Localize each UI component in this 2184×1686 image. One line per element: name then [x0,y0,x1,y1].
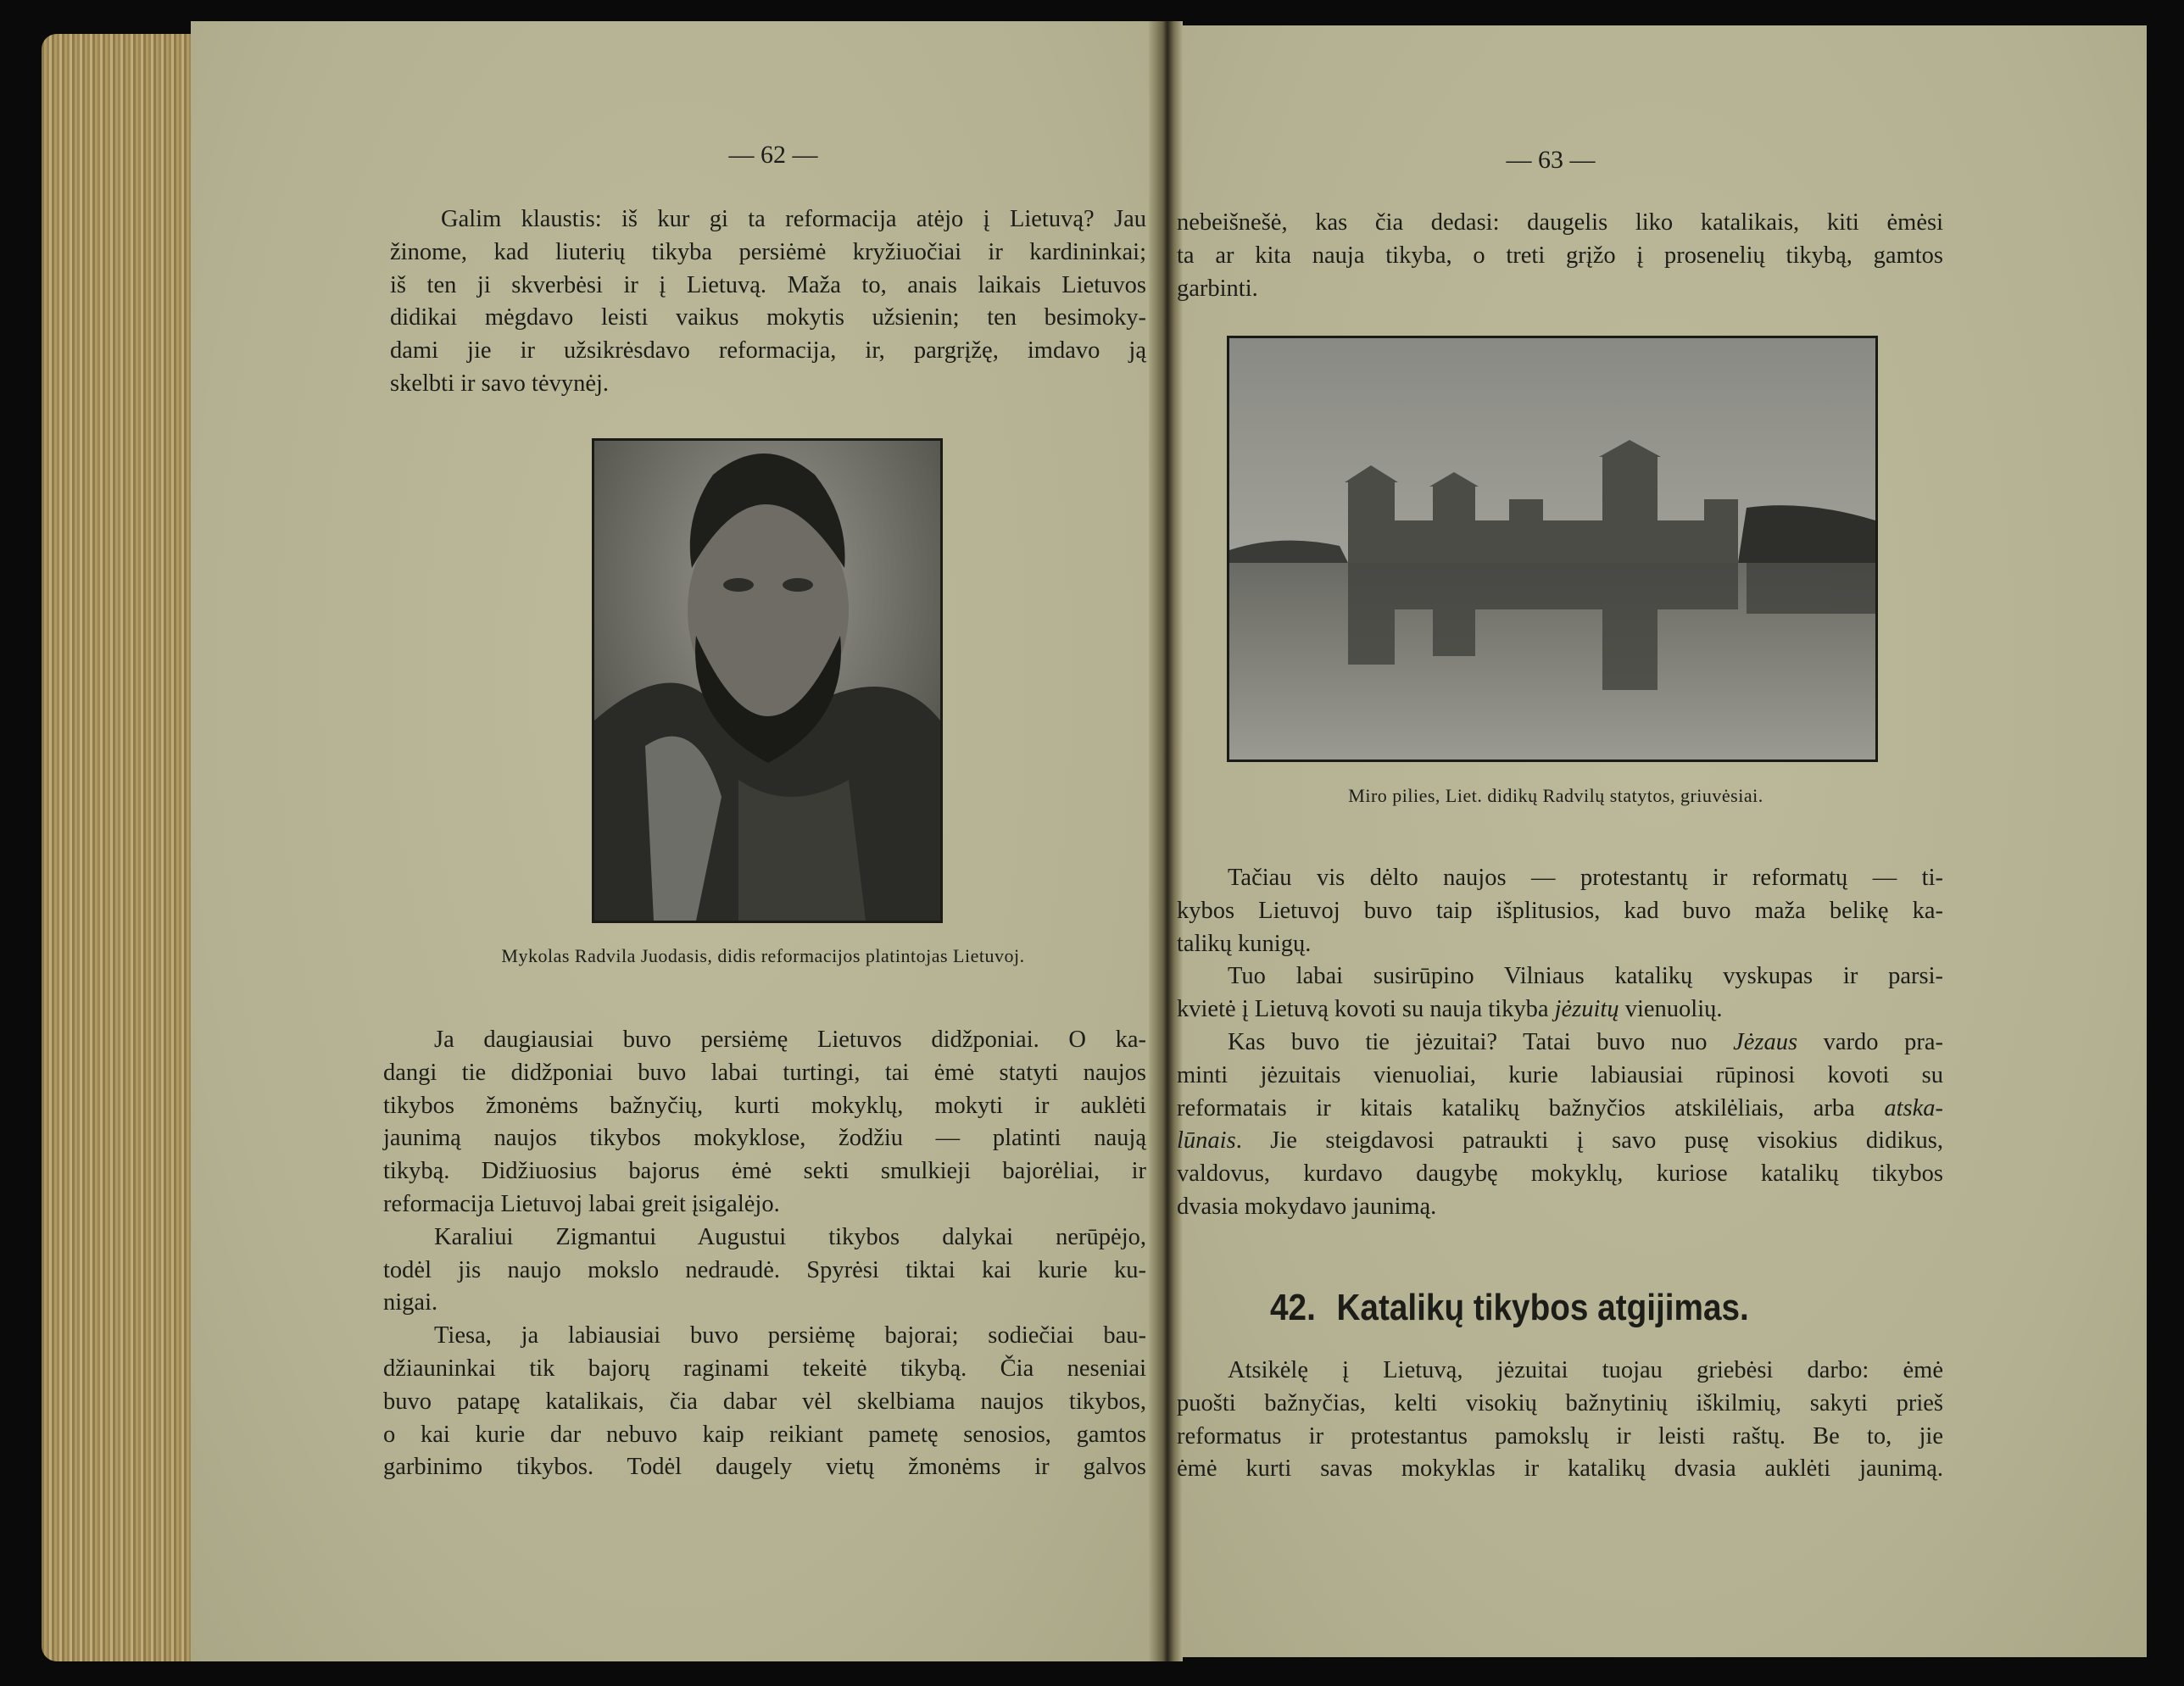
text-segment: . Jie steigdavosi patraukti į savo pusę visokius didikus, [1235,1127,1943,1155]
text-line [1177,960,1943,993]
right-paragraph-1 [1177,207,1943,305]
text-segment: dangi tie didžponiai buvo labai turtingi, tai ėmė statyti naujos [383,1059,1146,1086]
text-line [1177,1191,1943,1224]
text-segment: žinome, kad liuterių tikyba persiėmė kryžiuočiai ir kardininkai; [390,238,1146,265]
right-paragraph-3 [1177,1355,1943,1486]
text-line [1177,1388,1943,1421]
text-line [383,1155,1146,1188]
text-line [1177,862,1943,895]
castle-image [1229,338,1875,760]
text-line [383,1090,1146,1123]
text-segment: jaunimą naujos tikybos mokyklose, žodžiu — platinti naują [383,1125,1146,1152]
text-segment: valdovus, kurdavo daugybę mokyklų, kuriose katalikų tikybos [1177,1160,1943,1188]
text-segment: talikų kunigų. [1177,930,1312,957]
text-segment: puošti bažnyčias, kelti visokių bažnytinių iškilmių, sakyti prieš [1177,1389,1943,1416]
text-segment: didikai mėgdavo leisti vaikus mokytis užsienin; ten besimoky- [390,304,1146,331]
text-line [383,1320,1146,1353]
text-segment: o kai kurie dar nebuvo kaip reikiant pametę senosios, gamtos [383,1421,1146,1448]
text-line [1177,207,1943,240]
text-segment: todėl jis naujo mokslo nedraudė. Spyrėsi tiktai kai kurie ku- [383,1256,1146,1283]
text-line [383,1287,1146,1320]
italic-text: lūnais [1177,1127,1236,1155]
left-paragraph-2 [383,1024,1146,1484]
text-line [383,1353,1146,1386]
section-number: 42. [1270,1287,1316,1328]
text-line [1177,1060,1943,1093]
italic-text: atska- [1884,1094,1943,1121]
text-segment: iš ten ji skverbėsi ir į Lietuvą. Maža to, anais laikais Lietuvos [390,271,1146,298]
text-line [383,1122,1146,1155]
text-line [1177,1093,1943,1126]
text-line [390,302,1146,335]
text-segment: vienuolių. [1618,996,1723,1023]
text-segment: dvasia mokydavo jaunimą. [1177,1193,1437,1220]
text-line [390,335,1146,368]
text-segment: ta ar kita nauja tikyba, o treti grįžo į prosenelių tikybą, gamtos [1177,242,1943,269]
text-segment: vardo pra- [1797,1028,1944,1055]
text-segment: Atsikėlę į Lietuvą, jėzuitai tuojau griebėsi darbo: ėmė [1228,1357,1943,1383]
text-segment: tikybos žmonėms bažnyčių, kurti mokyklų, mokyti ir auklėti [383,1092,1146,1119]
text-segment: reformatais ir kitais katalikų bažnyčios atskilėliais, arba [1177,1094,1885,1121]
castle-figure [1227,336,1878,762]
text-line [383,1057,1146,1090]
page-number-right: — 63 — [1506,146,1596,174]
text-line [1177,1158,1943,1191]
text-line [383,1386,1146,1419]
text-segment: garbinimo tikybos. Todėl daugely vietų žmonėms ir galvos [383,1454,1146,1481]
text-line [1177,273,1943,306]
text-line [383,1255,1146,1288]
italic-text: jėzuitų [1554,996,1619,1023]
text-segment: reformatus ir protestantus pamokslų ir leisti raštų. Be to, jie [1177,1422,1943,1450]
text-segment: Galim klaustis: iš kur gi ta reformacija atėjo į Lietuvą? Jau [441,206,1146,232]
text-segment: Tiesa, ja labiausiai buvo persiėmę bajorai; sodiečiai bau- [434,1322,1146,1349]
text-segment: tikybą. Didžiuosius bajorus ėmė sekti smulkieji bajorėliai, ir [383,1158,1146,1185]
italic-text: Jėzaus [1733,1028,1798,1055]
text-line [1177,895,1943,928]
text-segment: džiauninkai tik bajorų raginami tekeitė tikybą. Čia neseniai [383,1355,1146,1382]
portrait-figure [592,438,943,923]
page-number-left: — 62 — [728,141,818,169]
text-segment: Karaliui Zigmantui Augustui tikybos dalykai nerūpėjo, [434,1223,1146,1250]
text-line [383,1024,1146,1057]
text-line [1177,1027,1943,1060]
section-heading [1270,1287,1749,1329]
text-line [1177,1453,1943,1486]
page-edges [42,34,203,1661]
text-line [1177,928,1943,961]
text-segment: minti jėzuitais vienuoliai, kurie labiausiai rūpinosi kovoti su [1177,1061,1943,1088]
text-line [390,236,1146,270]
text-segment: reformacija Lietuvoj labai greit įsigalėjo. [383,1190,780,1217]
text-segment: Ja daugiausiai buvo persiėmę Lietuvos didžponiai. O ka- [434,1027,1146,1053]
text-segment: Tuo labai susirūpino Vilniaus katalikų vyskupas ir parsi- [1228,963,1943,990]
portrait-caption: Mykolas Radvila Juodasis, didis reformacijos platintojas Lietuvoj. [501,945,1025,966]
text-line [1177,1355,1943,1388]
text-segment: kybos Lietuvoj buvo taip išplitusios, kad buvo maža belikę ka- [1177,897,1943,924]
text-segment: Tačiau vis dėlto naujos — protestantų ir reformatų — ti- [1228,865,1943,891]
text-line [383,1451,1146,1484]
text-segment: kvietė į Lietuvą kovoti su nauja tikyba [1177,996,1555,1023]
text-line [383,1188,1146,1221]
portrait-image [594,441,940,921]
text-segment: ėmė kurti savas mokyklas ir katalikų dvasia auklėti jaunimą. [1177,1455,1943,1483]
text-segment: nigai. [383,1289,438,1316]
left-paragraph-1 [390,203,1146,401]
text-segment: dami jie ir užsikrėsdavo reformacija, ir, pargrįžę, imdavo ją [390,337,1146,364]
text-line [383,1221,1146,1255]
text-line [383,1419,1146,1452]
right-paragraph-2 [1177,862,1943,1224]
text-segment: skelbti ir savo tėvynėj. [390,370,610,397]
text-line [1177,240,1943,273]
castle-caption: Miro pilies, Liet. didikų Radvilų statytos, griuvėsiai. [1348,785,1763,806]
text-segment: nebeišnešė, kas čia dedasi: daugelis liko katalikais, kiti ėmėsi [1177,209,1943,236]
text-line [390,203,1146,236]
text-line [1177,1125,1943,1158]
text-line [390,368,1146,401]
text-segment: garbinti. [1177,275,1258,302]
text-segment: buvo patapę katalikais, čia dabar vėl skelbiama naujos tikybos, [383,1388,1146,1415]
text-line [1177,1421,1943,1454]
section-title: Katalikų tikybos atgijimas. [1336,1287,1749,1328]
text-segment: Kas buvo tie jėzuitai? Tatai buvo nuo [1228,1028,1734,1055]
text-line [1177,993,1943,1027]
text-line [390,270,1146,303]
